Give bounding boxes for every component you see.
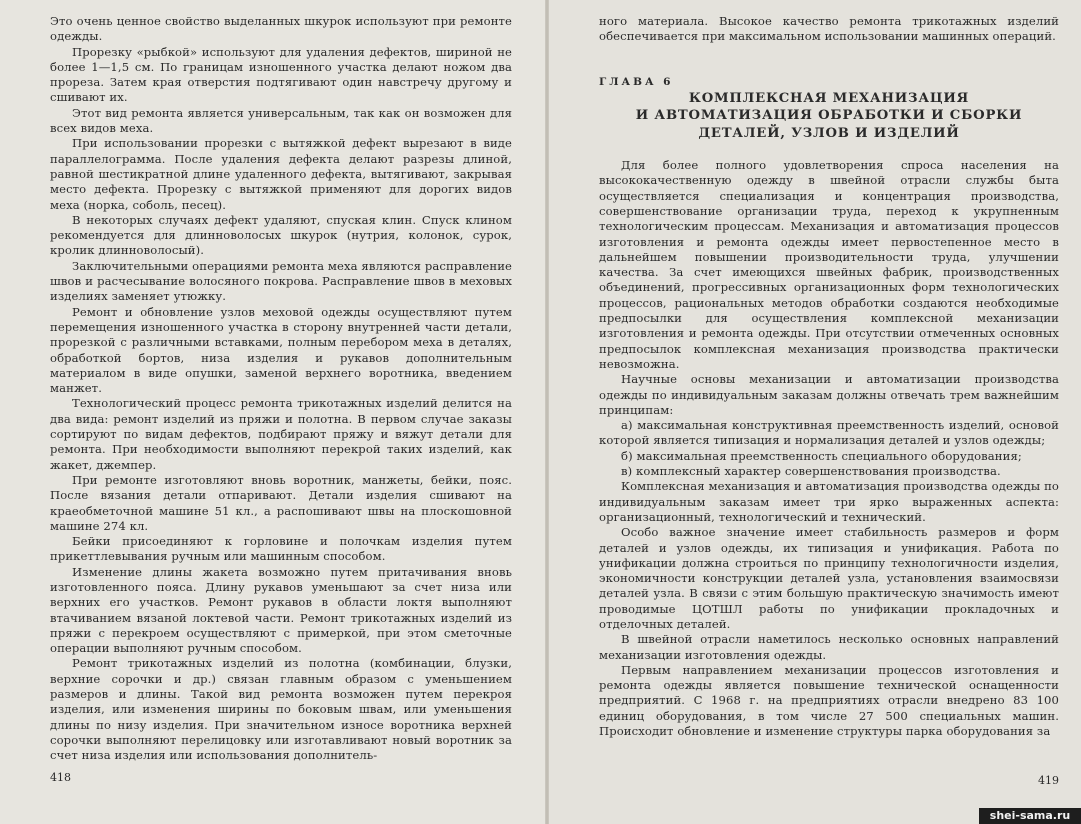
paragraph: При использовании прорезки с вытяжкой дефект вырезают в виде параллелограмма. После удаления дефекта делают разрезы длиной, равной шестикратной длине удаленного дефекта, вытягивают, закрывая место дефекта. Прорезку с вытяжкой применяют для дорогих видов меха (норка, соболь, песец). — [50, 136, 512, 212]
paragraph: в) комплексный характер совершенствования производства. — [621, 464, 1001, 479]
paragraph: Этот вид ремонта является универсальным, так как он возможен для всех видов меха. — [50, 105, 512, 136]
paragraph: Особо важное значение имеет стабильность размеров и форм деталей и узлов одежды, их типизация и унификация. Работа по унификации должна строиться по принципу технологичности изделия, экономичности конструкции деталей узла, установления взаимосвязи деталей узла. В связи с этим большую практическую значимость имеют проводимые ЦОТШЛ работы по унификации прокладочных и отделочных деталей. — [599, 525, 1059, 631]
chapter-title-line: ДЕТАЛЕЙ, УЗЛОВ И ИЗДЕЛИЙ — [698, 125, 960, 141]
page-number: 419 — [1038, 774, 1059, 787]
paragraph: а) максимальная конструктивная преемственность изделий, основой которой является типизация и нормализация деталей и узлов одежды; — [599, 418, 1059, 448]
paragraph: б) максимальная преемственность специального оборудования; — [621, 448, 1022, 463]
left-text-column — [50, 14, 512, 764]
right-page — [549, 0, 1081, 824]
paragraph: Для более полного удовлетворения спроса населения на высококачественную одежду в швейной отрасли службы быта осуществляется специализация и концентрация производства, совершенствование организации труда, переход к укрупненным технологическим процессам. Механизация и автоматизация процессов изготовления и ремонта одежды имеет первостепенное место в дальнейшем повышении производительности труда, улучшении качества. За счет имеющихся швейных фабрик, производственных объединений, прогрессивных организационных форм технологических процессов, рациональных методов обработки создаются необходимые предпосылки для осуществления комплексной механизации изготовления и ремонта одежды. При отсутствии отмеченных основных предпосылок комплексная механизация производства практически невозможна. — [599, 158, 1059, 371]
site-watermark: shei-sama.ru — [979, 808, 1081, 824]
paragraph: Прорезку «рыбкой» используют для удаления дефектов, шириной не более 1—1,5 см. По границам изношенного участка делают ножом два прореза. Затем края отверстия подтягивают один навстречу другому и сшивают их. — [50, 44, 512, 105]
paragraph: В швейной отрасли наметилось несколько основных направлений механизации изготовления одежды. — [599, 632, 1059, 662]
chapter-title-line: КОМПЛЕКСНАЯ МЕХАНИЗАЦИЯ — [688, 90, 970, 106]
paragraph: Ремонт и обновление узлов меховой одежды осуществляют путем перемещения изношенного участка в сторону внутренней части детали, прорезкой с различными вставками, полным перебором меха в деталях, обработкой бортов, низа изделия и рукавов дополнительным материалом в виде опушки, заменой верхнего воротника, введением манжет. — [50, 304, 512, 396]
chapter-title-line: И АВТОМАТИЗАЦИЯ ОБРАБОТКИ И СБОРКИ — [635, 108, 1023, 124]
paragraph: Комплексная механизация и автоматизация производства одежды по индивидуальным заказам имеет три ярко выраженных аспекта: организационный, технологический и технический. — [599, 479, 1059, 524]
paragraph: Научные основы механизации и автоматизации производства одежды по индивидуальным заказам должны отвечать трем важнейшим принципам: — [599, 372, 1059, 417]
paragraph: Первым направлением механизации процессов изготовления и ремонта одежды является повышение технической оснащенности предприятий. С 1968 г. на предприятиях отрасли внедрено 83 100 единиц оборудования, в том числе 27 500 специальных машин. Происходит обновление и изменение структуры парка оборудования за — [599, 662, 1059, 739]
paragraph: При ремонте изготовляют вновь воротник, манжеты, бейки, пояс. После вязания детали отпаривают. Детали изделия сшивают на краеобметочной машине 51 кл., а распошивают швы на плоскошовной машине 274 кл. — [50, 472, 512, 533]
intro-paragraph: ного материала. Высокое качество ремонта трикотажных изделий обеспечивается при максимальном использовании машинных операций. — [599, 14, 1059, 44]
paragraph: Заключительными операциями ремонта меха являются расправление швов и расчесывание волосяного покрова. Расправление швов в меховых изделиях заменяет утюжку. — [50, 258, 513, 304]
paragraph: Бейки присоединяют к горловине и полочкам изделия путем прикеттлевывания ручным или машинным способом. — [50, 534, 512, 564]
paragraph: Ремонт трикотажных изделий из полотна (комбинации, блузки, верхние сорочки и др.) связан главным образом с уменьшением размеров и длины. Такой вид ремонта возможен путем перекроя изделия, или изменения ширины по боковым швам, или уменьшения длины по низу изделия. При значительном износе воротника верхней сорочки выполняют перелицовку или изготавливают новый воротник за счет низа изделия или использования дополнитель- — [50, 656, 512, 763]
paragraph: В некоторых случаях дефект удаляют, спуская клин. Спуск клином рекомендуется для длинноволосых шкурок (нутрия, колонок, сурок, кролик длинноволосый). — [50, 212, 512, 258]
paragraph: Изменение длины жакета возможно путем притачивания вновь изготовленного пояса. Длину рукавов уменьшают за счет низа или верхних его участков. Ремонт рукавов в области локтя выполняют втачиванием вязаной локтевой части. Ремонт трикотажных изделий из пряжи с перекроем осуществляют с примеркой, при этом сметочные операции выполняют ручным способом. — [50, 564, 512, 656]
right-text-column — [599, 14, 1059, 739]
chapter-title — [599, 90, 1059, 143]
paragraph: Технологический процесс ремонта трикотажных изделий делится на два вида: ремонт изделий из пряжи и полотна. В первом случае заказы сортируют по видам дефектов, подбирают пряжу и вяжут детали для ремонта. При необходимости выполняют перекрой таких изделий, как жакет, джемпер. — [50, 396, 512, 472]
chapter-label: ГЛАВА 6 — [599, 75, 674, 88]
paragraph: Это очень ценное свойство выделанных шкурок используют при ремонте одежды. — [50, 14, 512, 44]
page-number: 418 — [50, 771, 71, 784]
